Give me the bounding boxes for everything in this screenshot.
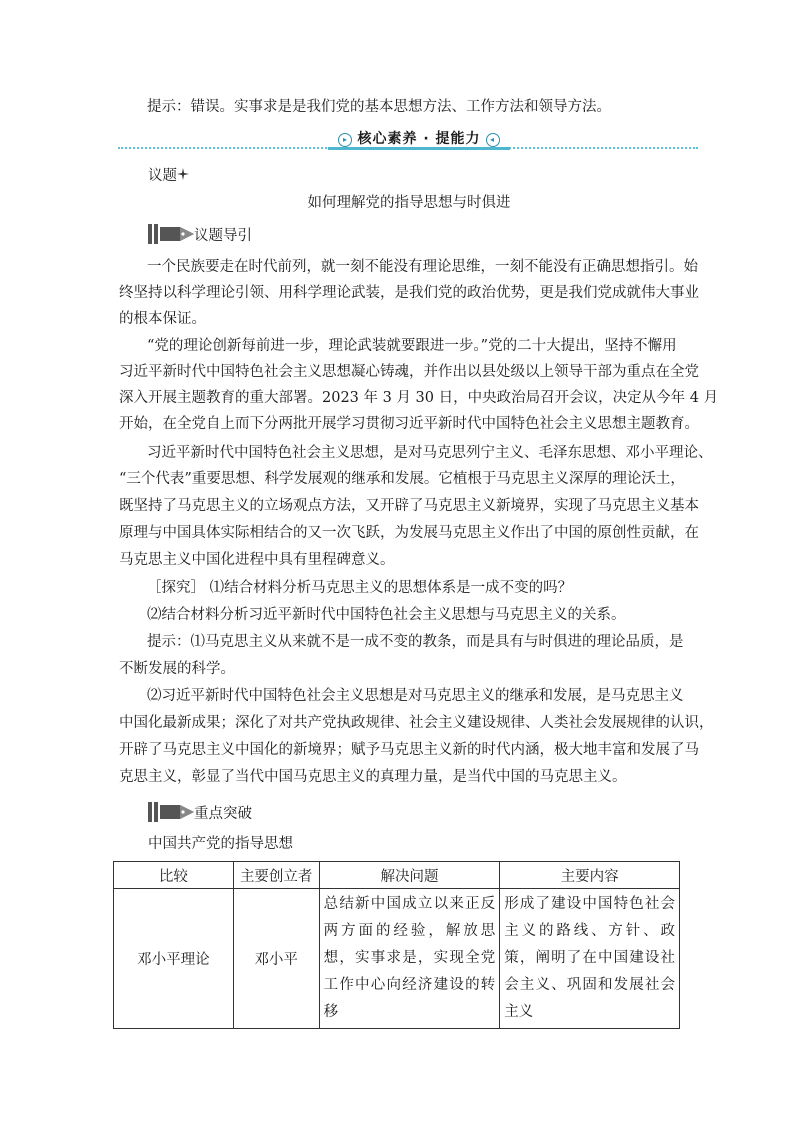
section-heading-key-points-label: 重点突破 [194,806,252,822]
table-header-cell: 主要内容 [500,862,680,889]
sparkle-icon [177,168,189,180]
top-hint: 提示：错误。实事求是是我们党的基本思想方法、工作方法和领导方法。 [147,99,611,115]
para1-line: 终坚持以科学理论引领、用科学理论武装，是我们党的政治优势，更是我们党成就伟大事业 [119,285,699,301]
answer1-line: 不断发展的科学。 [119,661,235,677]
section-heading-key-points [148,800,348,824]
table-header-cell: 比较 [114,862,234,889]
explore-question-1: ［探究］ ⑴结合材料分析马克思主义的思想体系是一成不变的吗？ [147,580,573,596]
para2-line: 开始，在全党自上而下分两批开展学习贯彻习近平新时代中国特色社会主义思想主题教育。 [119,416,699,432]
answer2-line: 克思主义，彰显了当代中国马克思主义的真理力量，是当代中国的马克思主义。 [119,769,627,785]
table-cell-founder: 邓小平 [233,889,319,1029]
banner-title: 核心素养 · 提能力 [357,131,481,147]
table-row [114,889,680,1029]
para1-line: 的根本保证。 [119,311,206,327]
section-heading-guide [148,222,348,246]
pen-icon [148,800,196,824]
banner-title-row [328,128,510,148]
topic-label [148,166,708,186]
answer2-line: ⑵习近平新时代中国特色社会主义思想是对马克思主义的继承和发展，是马克思主义 [147,688,684,704]
answer2-line: 开辟了马克思主义中国化的新境界；赋予马克思主义新的时代内涵，极大地丰富和发展了马 [119,742,699,758]
para3-line: 马克思主义中国化进程中具有里程碑意义。 [119,552,395,568]
answer2-line: 中国化最新成果；深化了对共产党执政规律、社会主义建设规律、人类社会发展规律的认识， [119,715,714,731]
answer1-line: 提示：⑴马克思主义从来就不是一成不变的教条，而是具有与时俱进的理论品质，是 [147,634,684,650]
para3-line: 习近平新时代中国特色社会主义思想，是对马克思列宁主义、毛泽东思想、邓小平理论、 [147,445,713,461]
para3-line: 原理与中国具体实际相结合的又一次飞跃，为发展马克思主义作出了中国的原创性贡献，在 [119,525,699,541]
table-header-cell: 解决问题 [319,862,500,889]
table-header-cell: 主要创立者 [233,862,319,889]
core-literacy-banner [118,124,698,152]
table-cell-theory: 邓小平理论 [114,889,234,1029]
para3-line: “三个代表”重要思想、科学发展观的继承和发展。它植根于马克思主义深厚的理论沃土， [119,471,685,487]
play-left-icon: ◂ [486,133,500,147]
play-right-icon: ▸ [338,133,352,147]
guiding-thought-table [113,861,680,1029]
table-cell-content: 形成了建设中国特色社会主义的路线、方针、政策，阐明了在中国建设社会主义、巩固和发展社会主义 [500,889,680,1029]
banner-tab [328,126,510,150]
para2-line: “党的理论创新每前进一步，理论武装就要跟进一步。”党的二十大提出，坚持不懈用 [147,338,677,354]
para2-line: 习近平新时代中国特色社会主义思想凝心铸魂，并作出以县处级以上领导干部为重点在全党 [119,364,699,380]
para3-line: 既坚持了马克思主义的立场观点方法，又开辟了马克思主义新境界，实现了马克思主义基本 [119,498,699,514]
table-cell-problem: 总结新中国成立以来正反两方面的经验，解放思想，实事求是，实现全党工作中心向经济建设的转移 [319,889,500,1029]
pen-icon [148,222,196,246]
topic-title: 如何理解党的指导思想与时俱进 [307,195,511,211]
table-header-row [114,862,680,889]
section-heading-guide-label: 议题导引 [194,228,252,244]
para1-line: 一个民族要走在时代前列，就一刻不能没有理论思维，一刻不能没有正确思想指引。始 [147,259,698,275]
table-caption: 中国共产党的指导思想 [148,836,293,852]
para2-line: 深入开展主题教育的重大部署。2023 年 3 月 30 日，中央政治局召开会议，决定从今年 4 月 [119,390,719,406]
topic-label-text: 议题 [148,168,177,184]
explore-question-2: ⑵结合材料分析习近平新时代中国特色社会主义思想与马克思主义的关系。 [147,607,626,623]
